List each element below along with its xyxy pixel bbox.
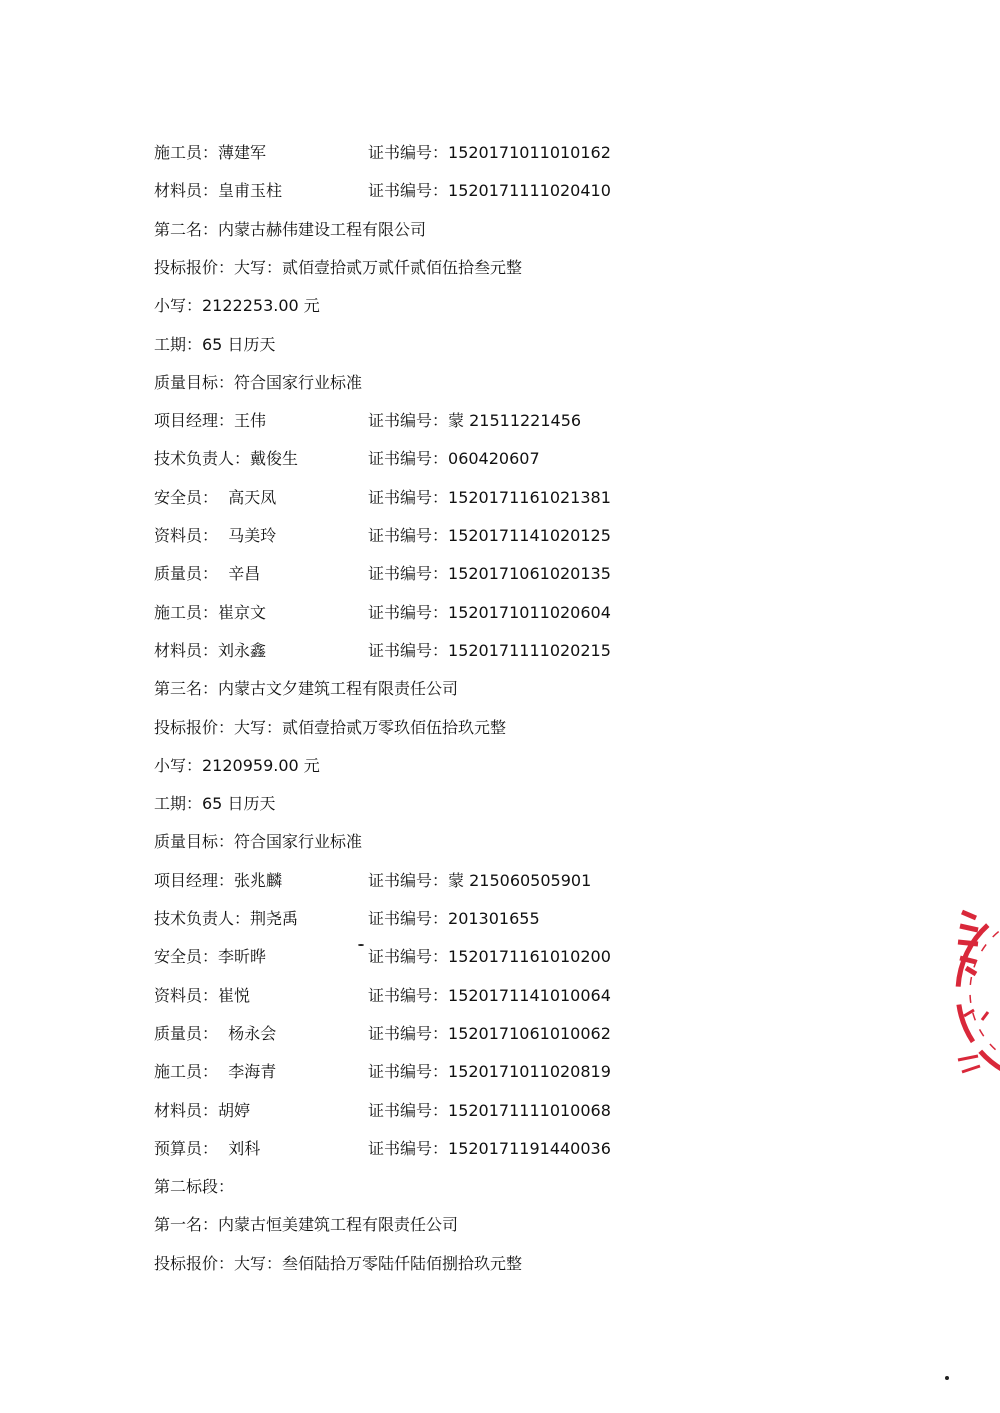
certificate-label: 证书编号： — [368, 603, 449, 622]
role-label: 材料员： — [154, 181, 219, 200]
certificate-label: 证书编号： — [368, 526, 449, 545]
personnel-row — [154, 445, 540, 473]
certificate-label: 证书编号： — [368, 411, 449, 430]
line-text: 工期：65 日历天 — [154, 335, 276, 354]
certificate — [368, 407, 581, 435]
text-line — [154, 254, 522, 282]
line-text: 质量目标：符合国家行业标准 — [154, 832, 363, 851]
line-text: 投标报价：大写：贰佰壹拾贰万贰仟贰佰伍拾叁元整 — [154, 258, 523, 277]
certificate-label: 证书编号： — [368, 143, 449, 162]
person-name: 崔京文 — [218, 603, 267, 622]
person-name: 皇甫玉柱 — [218, 181, 283, 200]
person-name: 戴俊生 — [250, 449, 299, 468]
line-text: 投标报价：大写：叁佰陆拾万零陆仟陆佰捌拾玖元整 — [154, 1254, 523, 1273]
certificate — [368, 1020, 611, 1048]
person-name: 胡婷 — [218, 1101, 251, 1120]
personnel-row — [154, 1097, 611, 1125]
personnel-row — [154, 599, 611, 627]
certificate — [368, 177, 611, 205]
person-name: 马美玲 — [218, 526, 277, 545]
personnel-row — [154, 905, 540, 933]
certificate — [368, 560, 611, 588]
certificate-number: 1520171141010064 — [448, 986, 611, 1005]
certificate — [368, 943, 611, 971]
role-label: 技术负责人： — [154, 909, 251, 928]
certificate-label: 证书编号： — [368, 986, 449, 1005]
personnel-row — [154, 982, 611, 1010]
certificate-label: 证书编号： — [368, 488, 449, 507]
person-name: 刘科 — [218, 1139, 261, 1158]
role-label: 技术负责人： — [154, 449, 251, 468]
person-name: 王伟 — [234, 411, 267, 430]
text-line — [154, 369, 362, 397]
personnel-row — [154, 484, 611, 512]
line-text: 小写：2120959.00 元 — [154, 756, 320, 775]
certificate-number: 1520171111020215 — [448, 641, 611, 660]
text-line — [154, 216, 426, 244]
line-text: 第二名：内蒙古赫伟建设工程有限公司 — [154, 220, 427, 239]
role-label: 施工员： — [154, 1062, 219, 1081]
text-line — [154, 331, 275, 359]
personnel-row — [154, 943, 611, 971]
personnel-row — [154, 1135, 611, 1163]
red-seal-stamp — [948, 892, 1000, 1092]
certificate-label: 证书编号： — [368, 1101, 449, 1120]
text-line — [154, 1250, 522, 1278]
person-name: 刘永鑫 — [218, 641, 267, 660]
line-text: 第一名：内蒙古恒美建筑工程有限责任公司 — [154, 1215, 459, 1234]
text-line — [154, 752, 320, 780]
text-line — [154, 1211, 458, 1239]
scan-speck — [358, 944, 364, 946]
personnel-row — [154, 1020, 611, 1048]
line-text: 小写：2122253.00 元 — [154, 296, 320, 315]
certificate-label: 证书编号： — [368, 871, 449, 890]
certificate-number: 1520171161010200 — [448, 947, 611, 966]
personnel-row — [154, 867, 592, 895]
text-line — [154, 828, 362, 856]
certificate-number: 1520171141020125 — [448, 526, 611, 545]
certificate — [368, 867, 591, 895]
role-label: 质量员： — [154, 564, 219, 583]
personnel-row — [154, 637, 611, 665]
certificate — [368, 1058, 611, 1086]
certificate-label: 证书编号： — [368, 1062, 449, 1081]
role-label: 施工员： — [154, 603, 219, 622]
certificate-label: 证书编号： — [368, 1139, 449, 1158]
personnel-row — [154, 522, 611, 550]
role-label: 安全员： — [154, 947, 219, 966]
person-name: 崔悦 — [218, 986, 251, 1005]
person-name: 杨永会 — [218, 1024, 277, 1043]
certificate — [368, 139, 611, 167]
certificate — [368, 637, 611, 665]
personnel-row — [154, 407, 582, 435]
certificate — [368, 905, 540, 933]
text-line — [154, 1173, 234, 1201]
certificate-label: 证书编号： — [368, 641, 449, 660]
text-line — [154, 714, 506, 742]
certificate-label: 证书编号： — [368, 564, 449, 583]
certificate — [368, 484, 611, 512]
certificate — [368, 445, 540, 473]
role-label: 资料员： — [154, 526, 219, 545]
certificate — [368, 1135, 611, 1163]
role-label: 材料员： — [154, 641, 219, 660]
line-text: 投标报价：大写：贰佰壹拾贰万零玖佰伍拾玖元整 — [154, 718, 507, 737]
line-text: 质量目标：符合国家行业标准 — [154, 373, 363, 392]
certificate — [368, 1097, 611, 1125]
role-label: 项目经理： — [154, 871, 235, 890]
personnel-row — [154, 177, 611, 205]
line-text: 第二标段： — [154, 1177, 235, 1196]
certificate-number: 1520171061020135 — [448, 564, 611, 583]
certificate-number: 201301655 — [448, 909, 540, 928]
certificate-label: 证书编号： — [368, 1024, 449, 1043]
certificate-number: 1520171011020819 — [448, 1062, 611, 1081]
certificate-label: 证书编号： — [368, 449, 449, 468]
person-name: 荆尧禹 — [250, 909, 299, 928]
certificate-number: 1520171111010068 — [448, 1101, 611, 1120]
role-label: 安全员： — [154, 488, 219, 507]
person-name: 李海青 — [218, 1062, 277, 1081]
certificate-number: 1520171011010162 — [448, 143, 611, 162]
certificate — [368, 982, 611, 1010]
text-line — [154, 675, 458, 703]
certificate-label: 证书编号： — [368, 181, 449, 200]
line-text: 工期：65 日历天 — [154, 794, 276, 813]
text-line — [154, 292, 320, 320]
certificate-label: 证书编号： — [368, 909, 449, 928]
personnel-row — [154, 139, 611, 167]
certificate-number: 060420607 — [448, 449, 540, 468]
role-label: 施工员： — [154, 143, 219, 162]
line-text: 第三名：内蒙古文夕建筑工程有限责任公司 — [154, 679, 459, 698]
certificate-number: 1520171061010062 — [448, 1024, 611, 1043]
person-name: 辛昌 — [218, 564, 261, 583]
certificate-number: 1520171191440036 — [448, 1139, 611, 1158]
certificate-number: 1520171011020604 — [448, 603, 611, 622]
role-label: 质量员： — [154, 1024, 219, 1043]
role-label: 预算员： — [154, 1139, 219, 1158]
certificate-number: 1520171111020410 — [448, 181, 611, 200]
role-label: 项目经理： — [154, 411, 235, 430]
certificate-number: 1520171161021381 — [448, 488, 611, 507]
certificate-label: 证书编号： — [368, 947, 449, 966]
person-name: 张兆麟 — [234, 871, 283, 890]
certificate — [368, 599, 611, 627]
certificate-number: 蒙 21511221456 — [448, 411, 582, 430]
person-name: 薄建军 — [218, 143, 267, 162]
certificate-number: 蒙 215060505901 — [448, 871, 592, 890]
certificate — [368, 522, 611, 550]
person-name: 李昕晔 — [218, 947, 267, 966]
role-label: 资料员： — [154, 986, 219, 1005]
personnel-row — [154, 560, 611, 588]
role-label: 材料员： — [154, 1101, 219, 1120]
scan-speck — [945, 1376, 949, 1380]
personnel-row — [154, 1058, 611, 1086]
text-line — [154, 790, 275, 818]
person-name: 高天凤 — [218, 488, 277, 507]
